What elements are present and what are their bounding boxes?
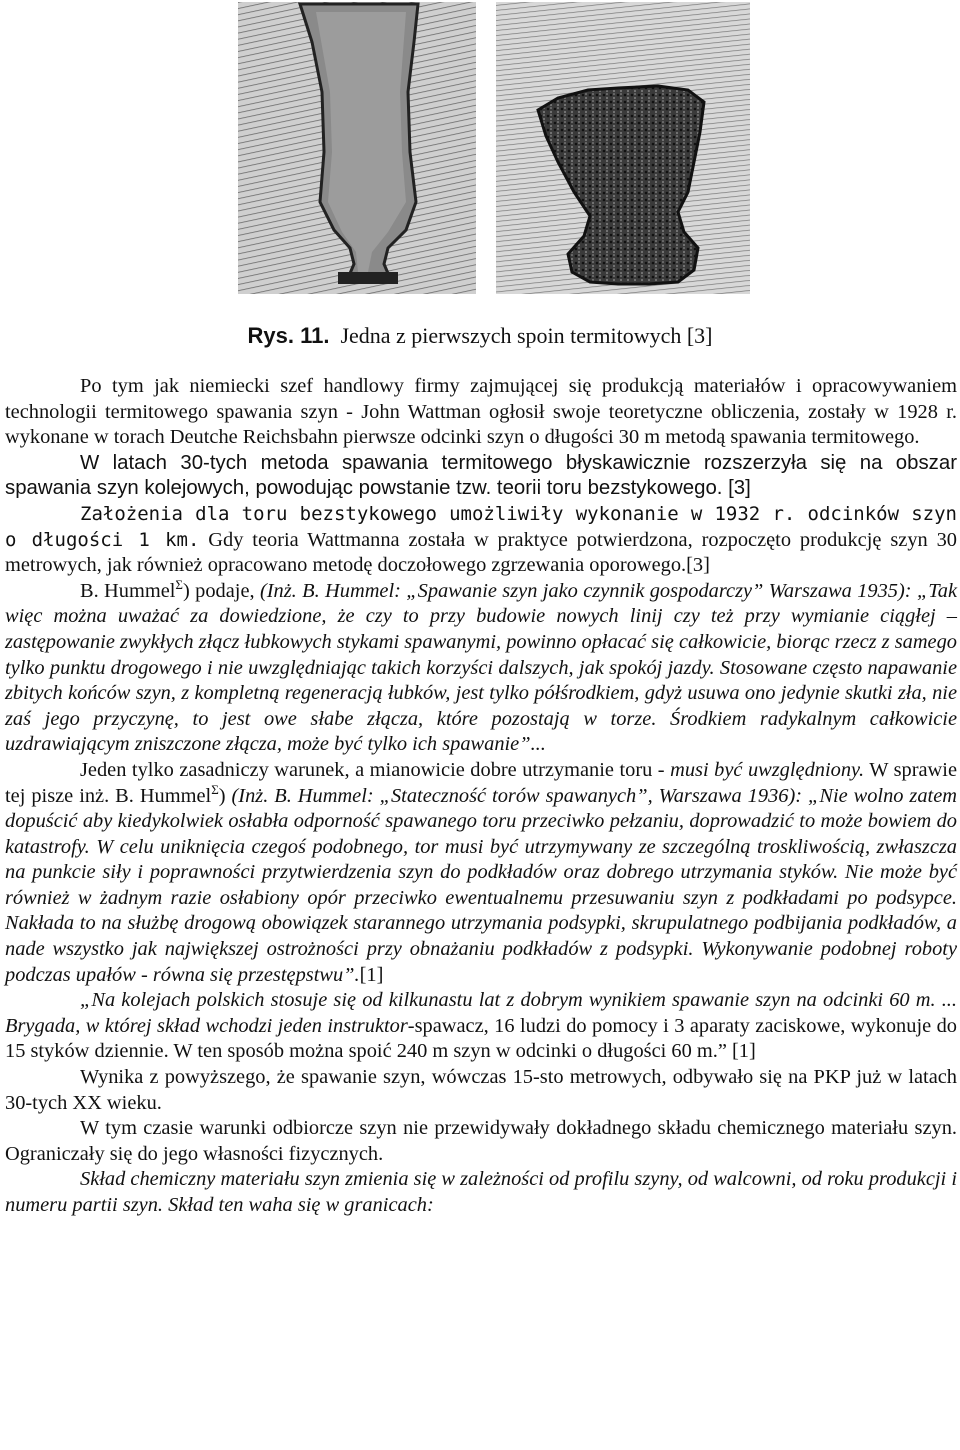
paragraph-pkp: Wynika z powyższego, że spawanie szyn, wówczas 15-sto metrowych, odbywało się na PKP już w latach 30-tych XX wieku. [5,1066,957,1114]
figure-caption [0,322,960,350]
paragraph-polish-railways: „Na kolejach polskich stosuje się od kilkunastu lat z dobrym wynikiem spawanie szyn na odcinki 60 m. ... Brygada, w której skład wchodzi jeden instruktor-spawacz, 16 ludzi do pomocy i 3 aparaty zaciskowe, wykonuje do 15 styków dziennie. W ten sposób można spoić 240 m szyn w odcinki o długości 60 m.” [1] [5,989,957,1063]
figure-weld-photos [238,2,750,294]
paragraph-hummel-1936: Jeden tylko zasadniczy warunek, a mianowicie dobre utrzymanie toru - musi być uwzględniony. W sprawie tej pisze inż. B. Hummel$^\Sigma$) (Inż. B. Hummel: „Stateczność torów spawanych”, Warszawa 1936): „Nie wolno zatem dopuścić aby kiedykolwiek osłabła odporność spawanego toru przeciwko pełzaniu, doprowadzić to może bowiem do katastrofy. W celu uniknięcia czegoś podobnego, tor musi być utrzymywany ze szczególną troskliwością, zwłaszcza na punkcie siły i poprawności przytwierdzenia szyn do podkładów oraz dobrego utrzymania styków. Nie może być również w żadnym razie osłabiony opór przeciwko ewentualnemu przesuwaniu szyn z podkładami po podsypce. Nakłada to na służbę drogową obowiązek starannego utrzymania podsypki, skrupulatnego podbijania podkładów, a nade wszystko jak największej ostrożności przy obnażaniu podkładów z podsypki. Wykonywanie podobnej roboty podczas upałów - równa się przestępstwu”.[1] [5,758,957,986]
figure-caption-label: Rys. 11. [247,323,330,348]
paragraph-1930s: W latach 30-tych metoda spawania termitowego błyskawicznie rozszerzyła się na obszar spawania szyn kolejowych, powodując powstanie tzw. teorii toru bezstykowego. [3] [5,451,957,500]
paragraph-acceptance: W tym czasie warunki odbiorcze szyn nie przewidywały dokładnego składu chemicznego materiału szyn. Ograniczały się do jego własności fizycznych. [5,1117,957,1165]
document-body [5,374,957,1219]
photo-left [238,2,476,294]
paragraph-chemical-composition: Skład chemiczny materiału szyn zmienia się w zależności od profilu szyny, od walcowni, od roku produkcji i numeru partii szyn. Skład ten waha się w granicach: [5,1168,957,1216]
figure-caption-text: Jedna z pierwszych spoin termitowych [3] [340,323,713,348]
paragraph-hummel-1935: B. Hummel$^\Sigma$) podaje, (Inż. B. Hummel: „Spawanie szyn jako czynnik gospodarczy” Warszawa 1935): „Tak więc można uważać za dowiedzione, że czy to przy budowie nowych linij czy też przy wymianie ciągłej – zastępowanie zwykłych złącz łubkowych stykami spawanymi, powinno opłacać się całkowicie, biorąc rzecz z samego tylko punktu drogowego i nie uwzględniając takich korzyści dalszych, jak spokój jazdy. Stosowane często napawanie zbitych końców szyn, z kompletną regeneracją łubków, jest tylko półśrodkiem, gdyż usuwa ono jedynie skutki zła, nie zaś jego przyczynę, to jest owe słabe złącza, które pozostają w torze. Środkiem radykalnym całkowicie uzdrawiającym zniszczone złącza, może być tylko ich spawanie”... [5,576,957,756]
paragraph-1932: Założenia dla toru bezstykowego umożliwiły wykonanie w 1932 r. odcinków szyn o długości 1 km. Gdy teoria Wattmanna została w praktyce potwierdzona, rozpoczęto produkcję szyn 30 metrowych, jak również opracowano metodę doczołowego zgrzewania oporowego.[3] [5,502,957,577]
photo-right [496,2,750,294]
paragraph-wattman: Po tym jak niemiecki szef handlowy firmy zajmującej się produkcją materiałów i opracowywaniem technologii termitowego spawania szyn - John Wattman ogłosił swoje teoretyczne obliczenia, zostały w 1928 r. wykonane w torach Deutche Reichsbahn pierwsze odcinki szyn o długości 30 m metodą spawania termitowego. [5,375,957,449]
